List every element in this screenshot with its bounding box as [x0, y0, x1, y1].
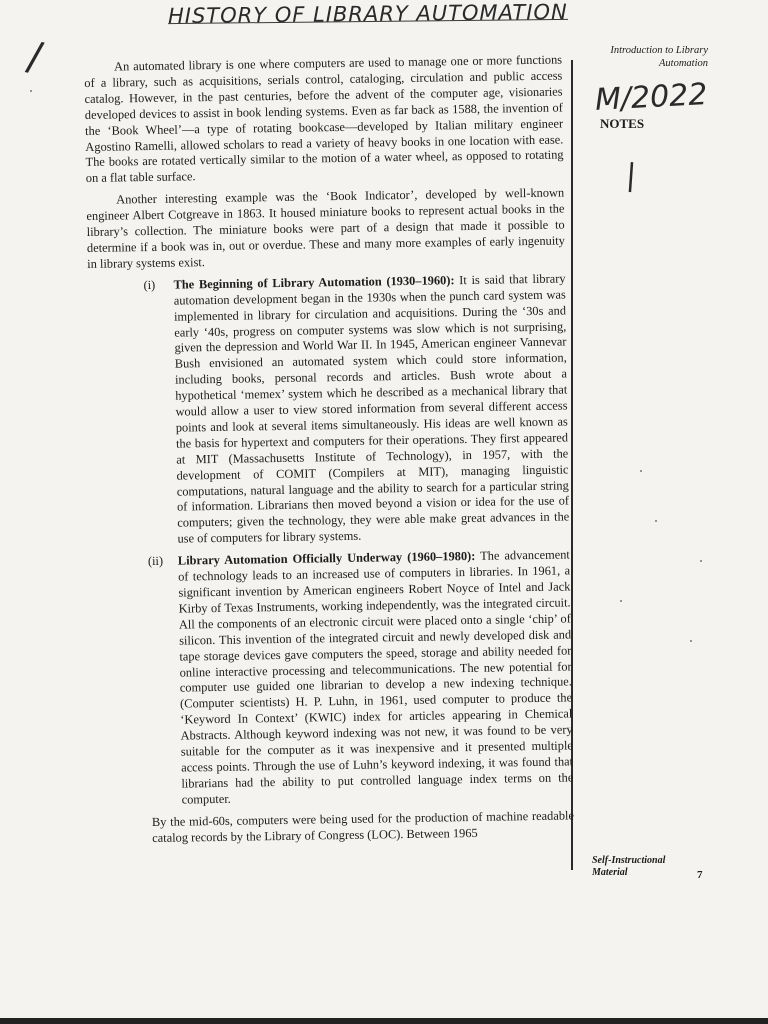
handwritten-title: HISTORY OF LIBRARY AUTOMATION: [167, 0, 568, 29]
paragraph-book-indicator: Another interesting example was the ‘Book Indicator’, developed by well-known engineer Albert Cotgreave in 1863. It housed miniature books to represent actual books in the library’s collection. The miniature books were part of a design that made it possible to determine if a book was in, out or overdue. These and many more examples of early ingenuity in library systems exist.: [86, 185, 566, 271]
scan-speck: [700, 560, 702, 562]
running-header-line2: Automation: [659, 58, 708, 69]
scan-speck: [640, 470, 642, 472]
scan-speck: [30, 90, 32, 92]
scan-bottom-edge: [0, 1018, 768, 1024]
running-header: [610, 44, 708, 70]
notes-label: NOTES: [600, 116, 645, 131]
footer-label: [592, 855, 665, 879]
paragraph-intro: An automated library is one where computers are used to manage one or more functions of a library, such as acquisitions, serials control, cataloging, circulation and public access catalog. However, in the past centuries, before the advent of the computer age, visionaries developed devices to assist in book lending systems. Even as far back as 1588, the invention of the ‘Book Wheel’—a type of rotating bookcase—developed by Italian military engineer Agostino Ramelli, allowed scholars to read a variety of heavy books in one location with ease. The books are rotated vertically similar to the motion of a water wheel, as opposed to rotating on a flat table surface.: [84, 52, 564, 186]
page-number: 7: [697, 869, 703, 881]
list-item: [148, 548, 574, 809]
scan-speck: [655, 520, 657, 522]
main-text-column: [84, 52, 574, 853]
footer-line2: Material: [592, 867, 628, 878]
handwritten-margin-mark: /: [23, 33, 47, 81]
scan-speck: [690, 640, 692, 642]
list-item-number: (i): [143, 277, 156, 292]
list-item-title: Library Automation Officially Underway (1960–1980):: [177, 549, 476, 568]
handwritten-date: M/2022: [594, 77, 709, 118]
list-item-title: The Beginning of Library Automation (1930–1960):: [173, 272, 455, 292]
paragraph-closing: By the mid-60s, computers were being used for the production of machine readable catalog records by the Library of Congress (LOC). Between 1965: [151, 808, 575, 845]
history-list: [87, 271, 573, 809]
footer-line1: Self-Instructional: [592, 855, 666, 866]
list-item: [143, 271, 569, 548]
list-item-number: (ii): [147, 554, 164, 569]
list-item-text: It is said that library automation development began in the 1930s when the punch card system was implemented in library for circulation and acquisitions. During the ‘30s and early ‘40s, progress on computer systems was slow which is not surprising, given the depression and World War II. In 1945, American engineer Vannevar Bush envisioned an automated system which could store information, including books, personal records and articles. Bush wrote about a hypothetical ‘memex’ system which he described as a mechanical library that would allow a user to view stored information from several different access points and look at several items simultaneously. His ideas are well known as the basis for hypertext and computers for their operations. They first appeared at MIT (Massachusetts Institute of Technology), in 1957, with the development of COMIT (Compilers at MIT), managing linguistic computations, natural language and the ability to search for a particular string of information. Librarians then moved beyond a vision or idea for the use of computers; given the technology, they were able make great advances in the use of computers for library systems.: [173, 271, 570, 546]
list-item-text: The advancement of technology leads to an increased use of computers in libraries. In 1961, a significant invention by American engineers Robert Noyce of Intel and Jack Kirby of Texas Instruments, working independently, was the integrated circuit. All the components of an electronic circuit were placed onto a single ‘chip’ of silicon. This invention of the integrated circuit and newly developed disk and tape storage devices gave computers the speed, storage and ability needed for online interactive processing and telecommunications. The new potential for computer use guided one librarian to develop a new indexing technique. (Computer scientists) H. P. Luhn, in 1961, used computer to produce the ‘Keyword In Context’ (KWIC) index for articles appearing in Chemical Abstracts. Although keyword indexing was not new, it was found to be very suitable for the computer as it was inexpensive and it presented multiple access points. Through the use of Luhn’s keyword indexing, it was found that librarians had the ability to put controlled language index terms on the computer.: [178, 547, 574, 807]
running-header-line1: Introduction to Library: [610, 45, 708, 56]
scan-speck: [620, 600, 622, 602]
handwritten-notes-mark: |: [624, 157, 638, 194]
